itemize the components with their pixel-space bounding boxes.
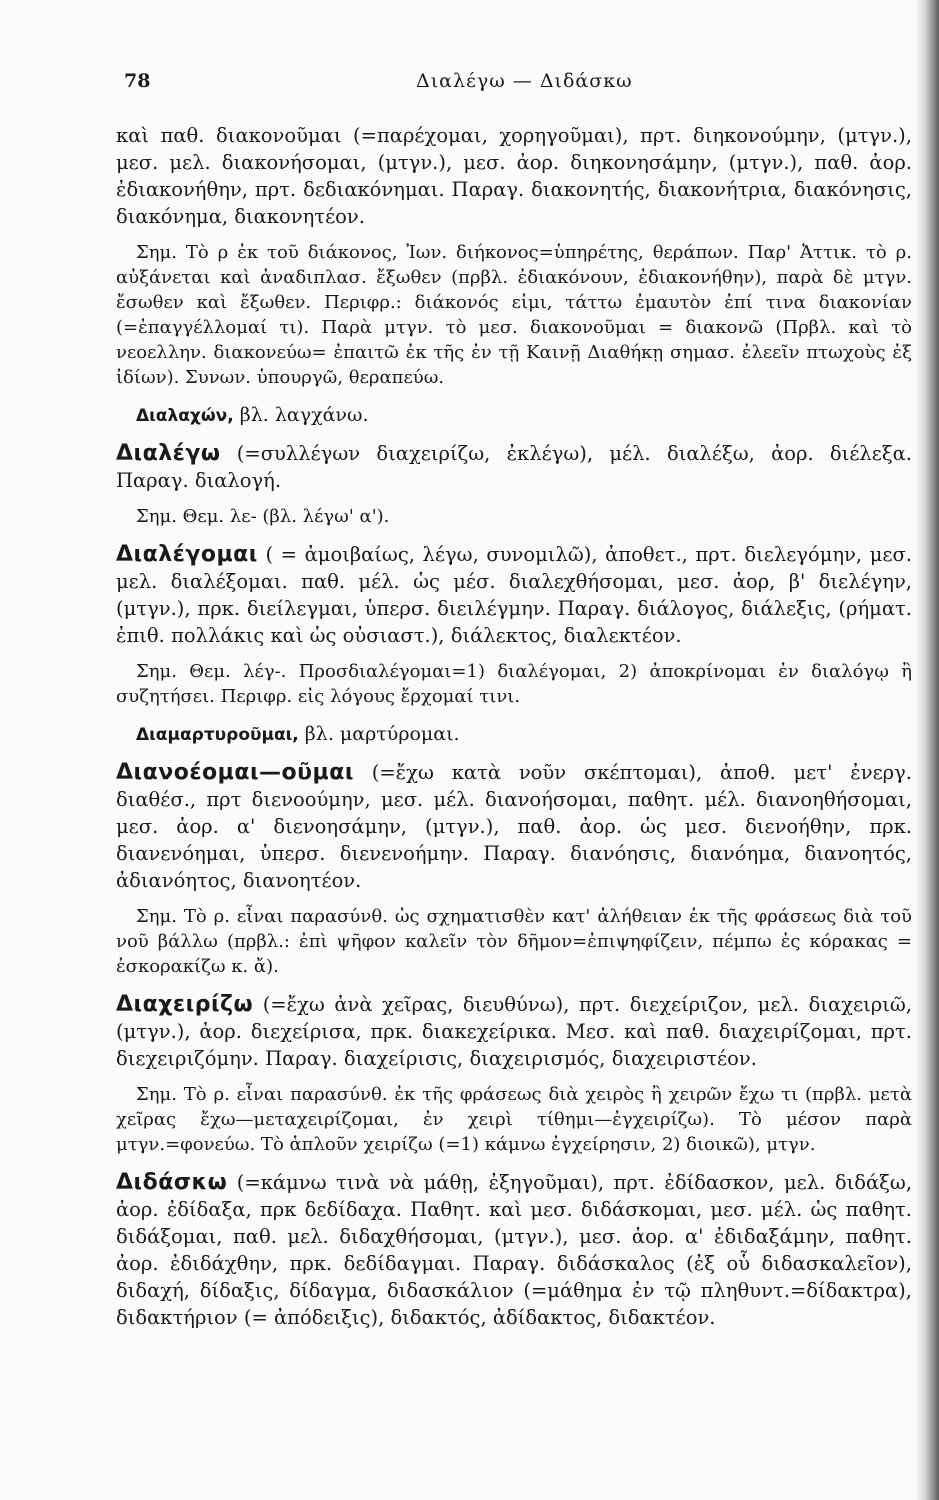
dictionary-page <box>116 62 912 1341</box>
page-body <box>116 122 912 1331</box>
entry-note <box>116 240 912 390</box>
reference-text: βλ. μαρτύρομαι. <box>304 723 460 745</box>
headword: Διδάσκω <box>116 1170 228 1195</box>
note-text: Σημ. Τὸ ρ. εἶναι παρασύνθ. ὡς σχηματισθὲν κατ' ἀλήθειαν ἐκ τῆς φράσεως διὰ τοῦ νοῦ βάλλω (πρβλ.: ἐπὶ ψῆφον καλεῖν τὸν δῆμον=ἐπιψηφίζειν, πέμπω ἐς κόρακας = ἐσκορακίζω κ. ἄ). <box>116 906 912 977</box>
reference-text: βλ. λαγχάνω. <box>239 404 369 426</box>
entry-continuation <box>116 122 912 230</box>
entry-note <box>116 659 912 709</box>
page-number: 78 <box>124 70 151 92</box>
entry-text: (=συλλέγων διαχειρίζω, ἐκλέγω), μέλ. διαλέξω, ἀορ. διέλεξα. Παραγ. διαλογή. <box>116 442 912 492</box>
dictionary-entry <box>116 759 912 894</box>
headword: Διαλαχών, <box>136 406 234 426</box>
note-text: Σημ. Θεμ. λε- (βλ. λέγω' α'). <box>136 506 390 527</box>
headword: Διαλέγομαι <box>116 542 258 567</box>
note-text: Σημ. Τὸ ρ ἐκ τοῦ διάκονος, Ἰων. διήκονος=ὑπηρέτης, θεράπων. Παρ' Ἀττικ. τὸ ρ. αὐξάνεται καὶ ἀναδιπλασ. ἔξωθεν (πρβλ. ἐδιακόνουν, ἐδιακονήθην), παρὰ δὲ μτγν. ἔσωθεν καὶ ἔξωθεν. Περιφρ.: διάκονός εἰμι, τάττω ἐμαυτὸν ἐπί τινα διακονίαν (=ἐπαγγέλλομαί τι). Παρὰ μτγν. τὸ μεσ. διακονοῦμαι = διακονῶ (Πρβλ. καὶ τὸ νεοελλην. διακονεύω= ἐπαιτῶ ἐκ τῆς ἐν τῇ Καινῇ Διαθήκῃ σημασ. ἐλεεῖν πτωχοὺς ἐξ ἰδίων). Συνων. ὑπουργῶ, θεραπεύω. <box>116 242 912 388</box>
headword: Διαχειρίζω <box>116 992 254 1017</box>
cross-reference <box>136 721 912 749</box>
entry-text: (=κάμνω τινὰ νὰ μάθῃ, ἐξηγοῦμαι), πρτ. ἐδίδασκον, μελ. διδάξω, ἀορ. ἐδίδαξα, πρκ δεδίδαχα. Παθητ. καὶ μεσ. διδάσκομαι, μεσ. μέλ. ὡς παθητ. διδάξομαι, παθ. μελ. διδαχθήσομαι, (μτγν.), μεσ. ἀορ. α' ἐδιδαξάμην, παθητ. ἀορ. ἐδιδάχθην, πρκ. δεδίδαγμαι. Παραγ. διδάσκαλος (ἐξ οὗ διδασκαλεῖον), διδαχή, δίδαξις, δίδαγμα, διδασκάλιον (=μάθημα ἐν τῷ πληθυντ.=δίδακτρα), διδακτήριον (= ἀπόδειξις), διδακτός, ἀδίδακτος, διδακτέον. <box>116 1171 912 1329</box>
entry-note <box>116 904 912 979</box>
dictionary-entry <box>116 1169 912 1331</box>
entry-text: καὶ παθ. διακονοῦμαι (=παρέχομαι, χορηγοῦμαι), πρτ. διηκονούμην, (μτγν.), μεσ. μελ. διακονήσομαι, (μτγν.), μεσ. ἀορ. διηκονησάμην, (μτγν.), παθ. ἀορ. ἐδιακονήθην, πρτ. δεδιακόνημαι. Παραγ. διακονητής, διακονήτρια, διακόνησις, διακόνημα, διακονητέον. <box>116 124 912 228</box>
entry-text: (=ἔχω ἀνὰ χεῖρας, διευθύνω), πρτ. διεχείριζον, μελ. διαχειριῶ, (μτγν.), ἀορ. διεχείρισα, πρκ. διακεχείρικα. Μεσ. καὶ παθ. διαχειρίζομαι, πρτ. διεχειριζόμην. Παραγ. διαχείρισις, διαχειρισμός, διαχειριστέον. <box>116 993 912 1070</box>
cross-reference <box>136 402 912 430</box>
headword: Διανοέομαι—οῦμαι <box>116 760 354 785</box>
dictionary-entry <box>116 991 912 1072</box>
headword: Διαλέγω <box>116 441 221 466</box>
entry-text: (=ἔχω κατὰ νοῦν σκέπτομαι), ἀποθ. μετ' ἐνεργ. διαθέσ., πρτ διενοούμην, μεσ. μέλ. διανοήσομαι, παθητ. μέλ. διανοηθήσομαι, μεσ. ἀορ. α' διενοησάμην, (μτγν.), παθ. ἀορ. ὡς μεσ. διενοήθην, πρκ. διανενόημαι, ὑπερσ. διενενοήμην. Παραγ. διανόησις, διανόημα, διανοητός, ἀδιανόητος, διανοητέον. <box>116 761 912 892</box>
entry-text: ( = ἀμοιβαίως, λέγω, συνομιλῶ), ἀποθετ., πρτ. διελεγόμην, μεσ. μελ. διαλέξομαι. παθ. μέλ. ὡς μέσ. διαλεχθήσομαι, μεσ. ἀορ, β' διελέγην, (μτγν.), πρκ. διείλεγμαι, ὑπερσ. διειλέγμην. Παραγ. διάλογος, διάλεξις, (ρήματ. ἐπιθ. πολλάκις καὶ ὡς οὐσιαστ.), διάλεκτος, διαλεκτέον. <box>116 543 912 647</box>
dictionary-entry <box>116 440 912 494</box>
page-edge-shadow <box>917 0 939 1500</box>
note-text: Σημ. Τὸ ρ. εἶναι παρασύνθ. ἐκ τῆς φράσεως διὰ χειρὸς ἢ χειρῶν ἔχω τι (πρβλ. μετὰ χεῖρας ἔχω—μεταχειρίζομαι, ἐν χειρὶ τίθημι—ἐγχειρίζω). Τὸ μέσον παρὰ μτγν.=φονεύω. Τὸ ἁπλοῦν χειρίζω (=1) κάμνω ἐγχείρησιν, 2) διοικῶ), μτγν. <box>116 1084 912 1155</box>
headword: Διαμαρτυροῦμαι, <box>136 725 299 745</box>
entry-note <box>116 504 912 529</box>
note-text: Σημ. Θεμ. λέγ-. Προσδιαλέγομαι=1) διαλέγομαι, 2) ἀποκρίνομαι ἐν διαλόγῳ ἢ συζητήσει. Περιφρ. εἰς λόγους ἔρχομαί τινι. <box>116 661 912 707</box>
dictionary-entry <box>116 541 912 649</box>
page-header <box>116 62 912 98</box>
entry-note <box>116 1082 912 1157</box>
running-title: Διαλέγω — Διδάσκω <box>416 70 633 92</box>
